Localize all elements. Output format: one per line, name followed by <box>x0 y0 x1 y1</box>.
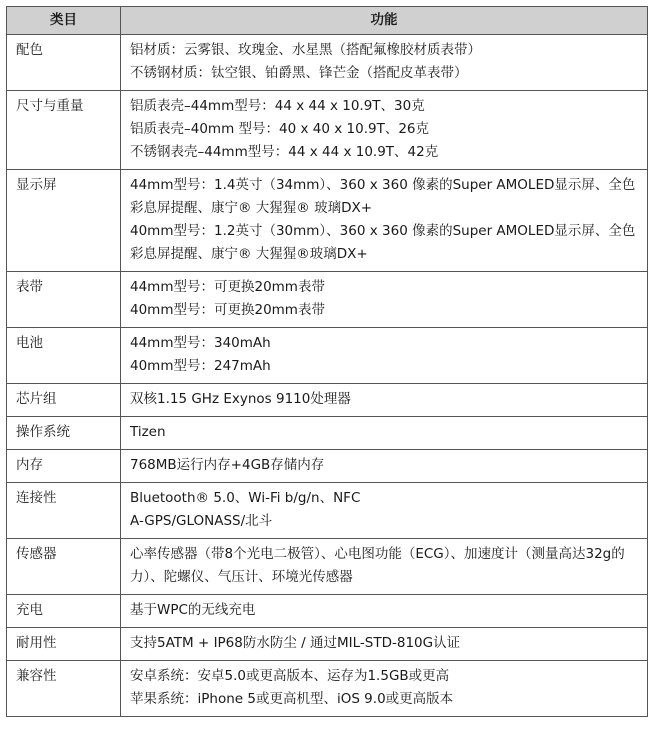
row-category: 配色 <box>7 35 121 91</box>
table-row <box>7 539 648 595</box>
row-features <box>121 384 648 417</box>
feature-line: 心率传感器（带8个光电二极管）、心电图功能（ECG）、加速度计（测量高达32g的力）、陀螺仪、气压计、环境光传感器 <box>130 546 625 585</box>
feature-line: 双核1.15 GHz Exynos 9110处理器 <box>130 391 351 407</box>
table-row <box>7 661 648 717</box>
row-category: 内存 <box>7 450 121 483</box>
row-category: 传感器 <box>7 539 121 595</box>
feature-line: 768MB运行内存+4GB存储内存 <box>130 457 325 473</box>
feature-line: Bluetooth® 5.0、Wi-Fi b/g/n、NFC <box>130 490 361 506</box>
feature-line: A-GPS/GLONASS/北斗 <box>130 513 273 529</box>
feature-line: 铝材质：云雾银、玫瑰金、水星黑（搭配氟橡胶材质表带） <box>130 42 481 58</box>
header-function: 功能 <box>121 7 648 35</box>
table-row <box>7 170 648 272</box>
row-features <box>121 450 648 483</box>
row-features <box>121 661 648 717</box>
feature-line: 铝质表壳–40mm 型号：40 x 40 x 10.9T、26克 <box>130 121 430 137</box>
row-category: 兼容性 <box>7 661 121 717</box>
row-features <box>121 170 648 272</box>
row-features <box>121 483 648 539</box>
row-category: 电池 <box>7 328 121 384</box>
table-row <box>7 91 648 170</box>
feature-line: 44mm型号：可更换20mm表带 <box>130 279 325 295</box>
table-row <box>7 328 648 384</box>
row-features <box>121 328 648 384</box>
table-row <box>7 384 648 417</box>
table-row <box>7 272 648 328</box>
feature-line: 40mm型号：247mAh <box>130 358 271 374</box>
header-row <box>7 7 648 35</box>
feature-line: 不锈钢表壳–44mm型号：44 x 44 x 10.9T、42克 <box>130 144 439 160</box>
row-features <box>121 595 648 628</box>
feature-line: 40mm型号：1.2英寸（30mm）、360 x 360 像素的Super AMOLED显示屏、全色彩息屏提醒、康宁® 大猩猩®玻璃DX+ <box>130 223 636 262</box>
table-row <box>7 35 648 91</box>
row-category: 显示屏 <box>7 170 121 272</box>
row-category: 芯片组 <box>7 384 121 417</box>
feature-line: 支持5ATM + IP68防水防尘 / 通过MIL-STD-810G认证 <box>130 635 461 651</box>
table-row <box>7 417 648 450</box>
row-features <box>121 417 648 450</box>
feature-line: 40mm型号：可更换20mm表带 <box>130 302 325 318</box>
row-features <box>121 35 648 91</box>
row-category: 尺寸与重量 <box>7 91 121 170</box>
table-row <box>7 595 648 628</box>
row-features <box>121 539 648 595</box>
row-category: 操作系统 <box>7 417 121 450</box>
table-row <box>7 483 648 539</box>
feature-line: 44mm型号：1.4英寸（34mm）、360 x 360 像素的Super AMOLED显示屏、全色彩息屏提醒、康宁® 大猩猩® 玻璃DX+ <box>130 177 636 216</box>
table-row <box>7 628 648 661</box>
feature-line: 不锈钢材质：钛空银、铂爵黑、锋芒金（搭配皮革表带） <box>130 65 468 81</box>
row-category: 表带 <box>7 272 121 328</box>
row-category: 充电 <box>7 595 121 628</box>
feature-line: 基于WPC的无线充电 <box>130 602 256 618</box>
feature-line: 铝质表壳–44mm型号：44 x 44 x 10.9T、30克 <box>130 98 425 114</box>
row-category: 连接性 <box>7 483 121 539</box>
table-row <box>7 450 648 483</box>
row-features <box>121 272 648 328</box>
feature-line: 安卓系统：安卓5.0或更高版本、运存为1.5GB或更高 <box>130 668 450 684</box>
feature-line: 苹果系统：iPhone 5或更高机型、iOS 9.0或更高版本 <box>130 691 454 707</box>
row-category: 耐用性 <box>7 628 121 661</box>
spec-table <box>6 6 648 717</box>
feature-line: Tizen <box>130 424 166 440</box>
header-category: 类目 <box>7 7 121 35</box>
row-features <box>121 91 648 170</box>
row-features <box>121 628 648 661</box>
feature-line: 44mm型号：340mAh <box>130 335 271 351</box>
